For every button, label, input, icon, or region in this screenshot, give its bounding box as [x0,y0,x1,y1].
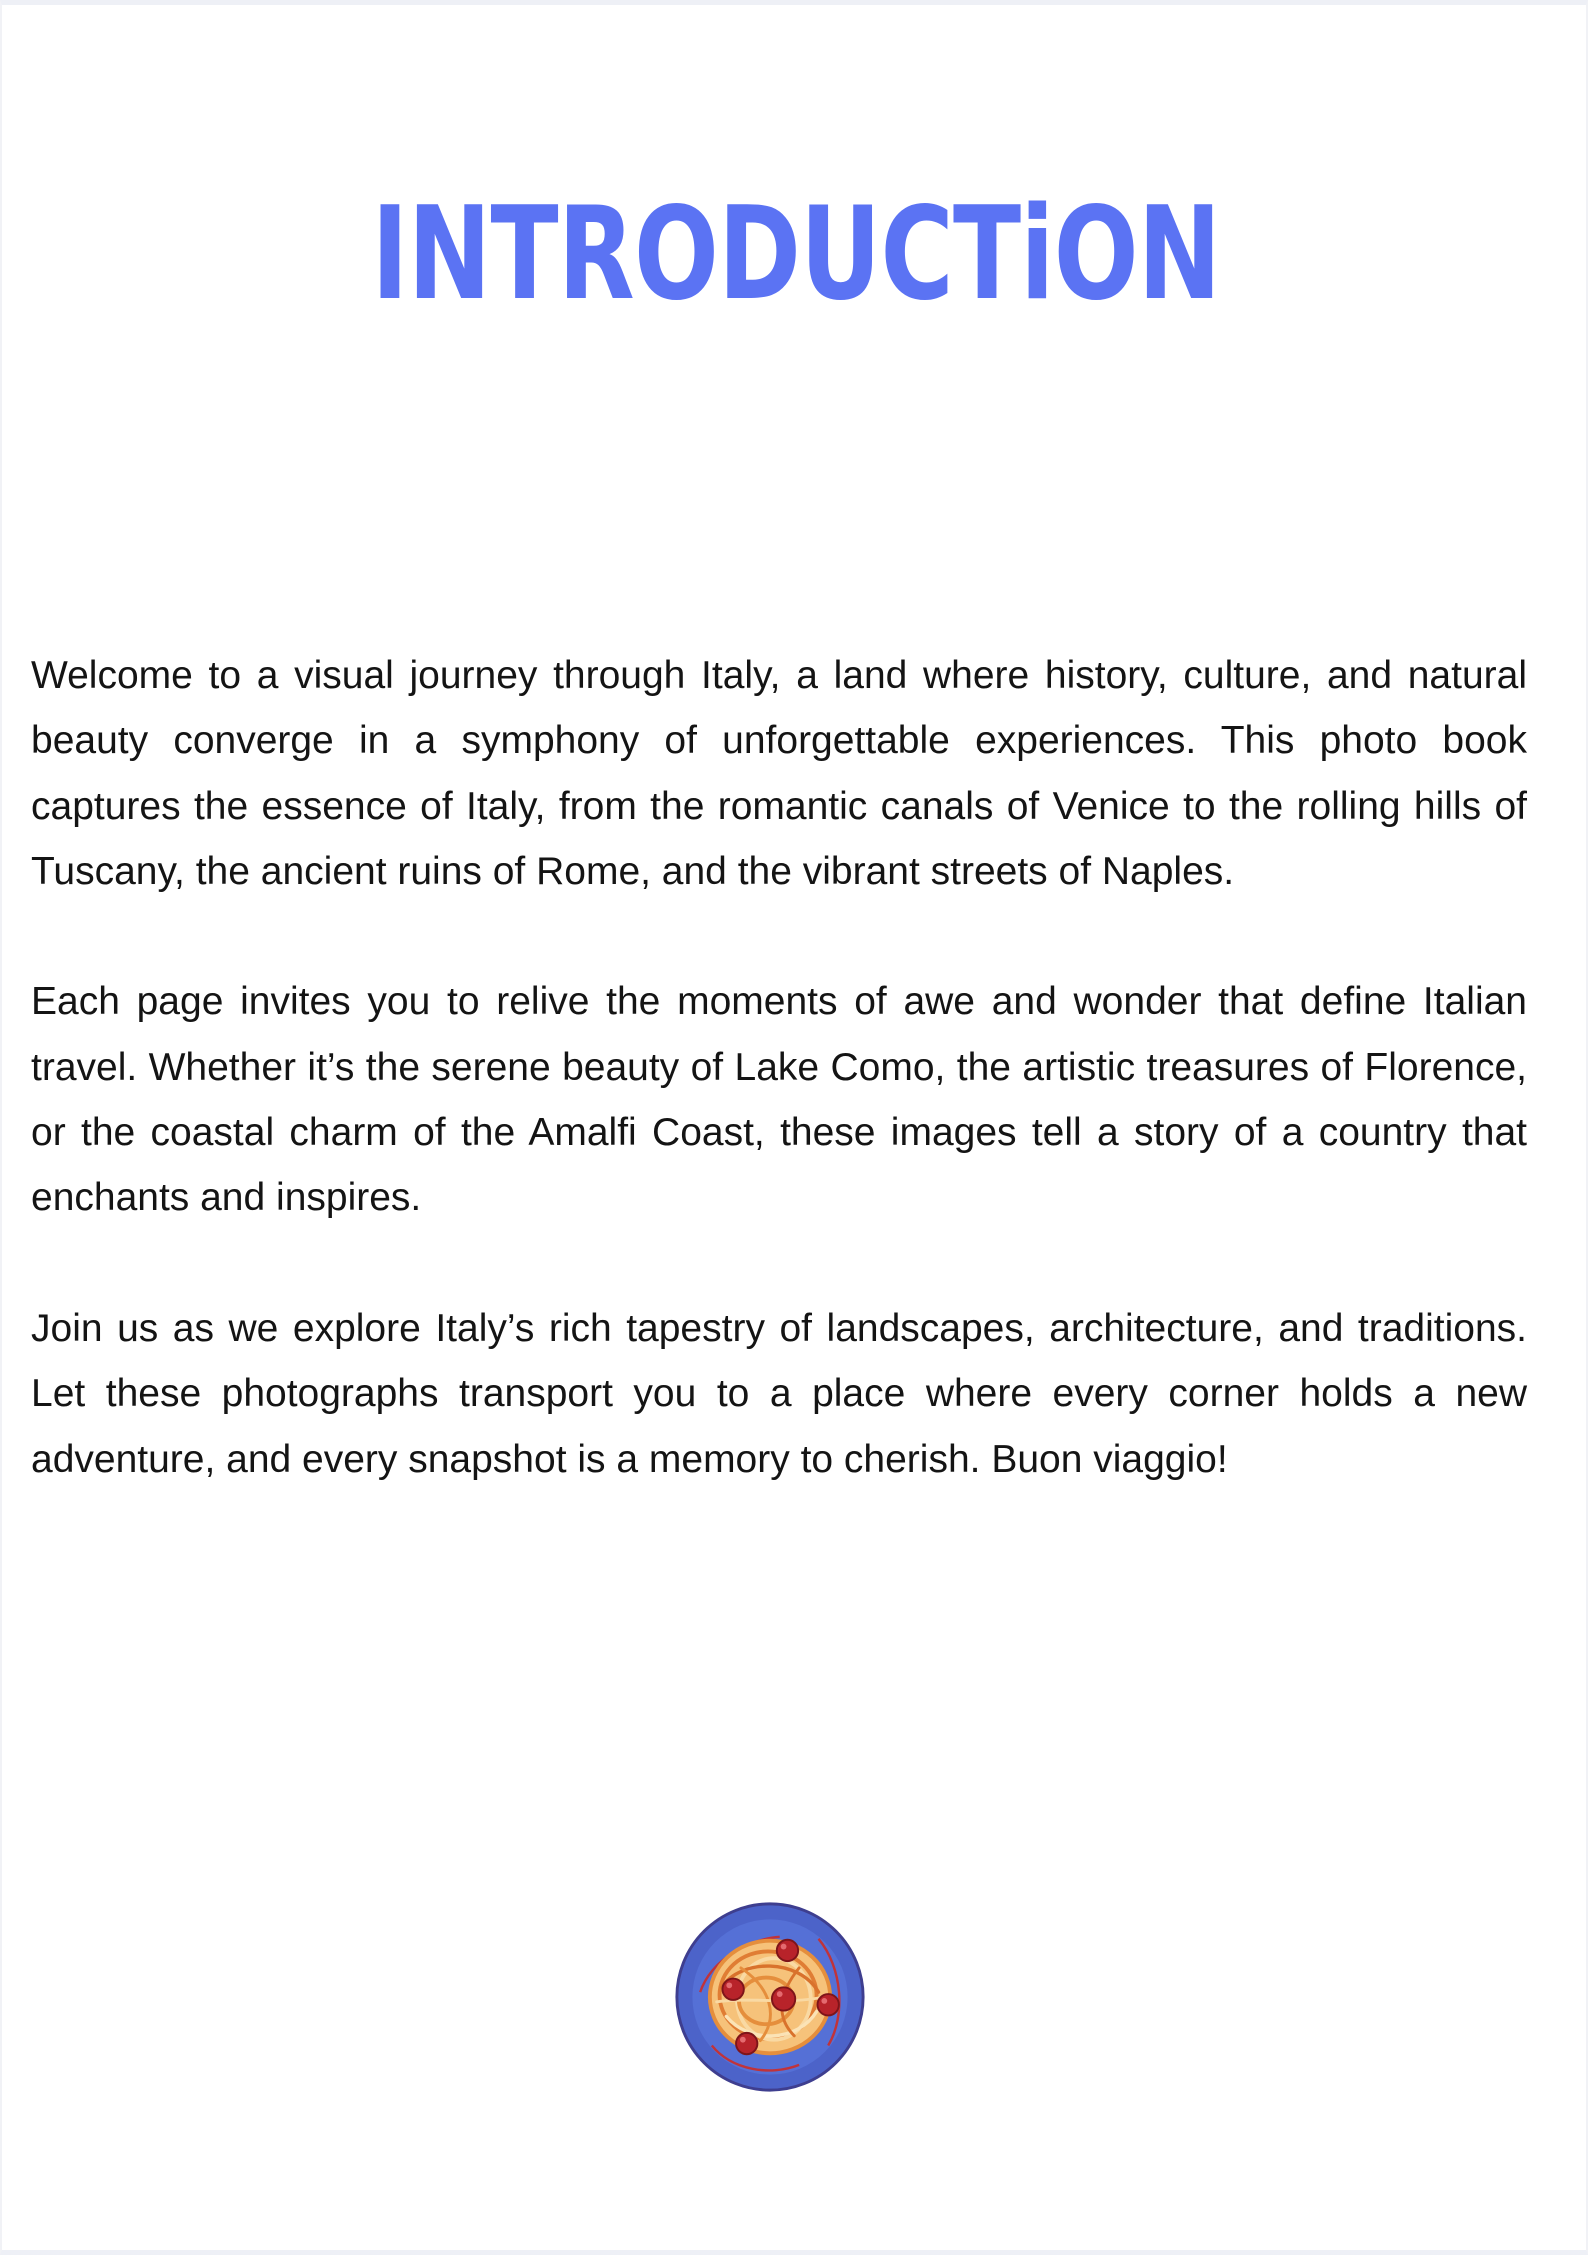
paragraph-2: Each page invites you to relive the moments of awe and wonder that define Italian travel. Whether it’s the serene beauty of Lake Como, the artistic treasures of Florence, or the coastal charm of the Amalfi Coast, these images tell a story of a country that enchants and inspires. [31,980,1527,1220]
page-title: INTRODUCTiON [371,180,1221,329]
introduction-body [31,643,1527,1492]
paragraph-3: Join us as we explore Italy’s rich tapestry of landscapes, architecture, and traditions. Let these photographs transport you to a place where every corner holds a new adventure, and every snapshot is a memory to cherish. Buon viaggio! [31,1306,1527,1481]
paragraph-1: Welcome to a visual journey through Italy, a land where history, culture, and natural beauty converge in a symphony of unforgettable experiences. This photo book captures the essence of Italy, from the romantic canals of Venice to the rolling hills of Tuscany, the ancient ruins of Rome, and the vibrant streets of Naples. [31,654,1527,893]
spaghetti-plate-icon [673,1900,867,2094]
